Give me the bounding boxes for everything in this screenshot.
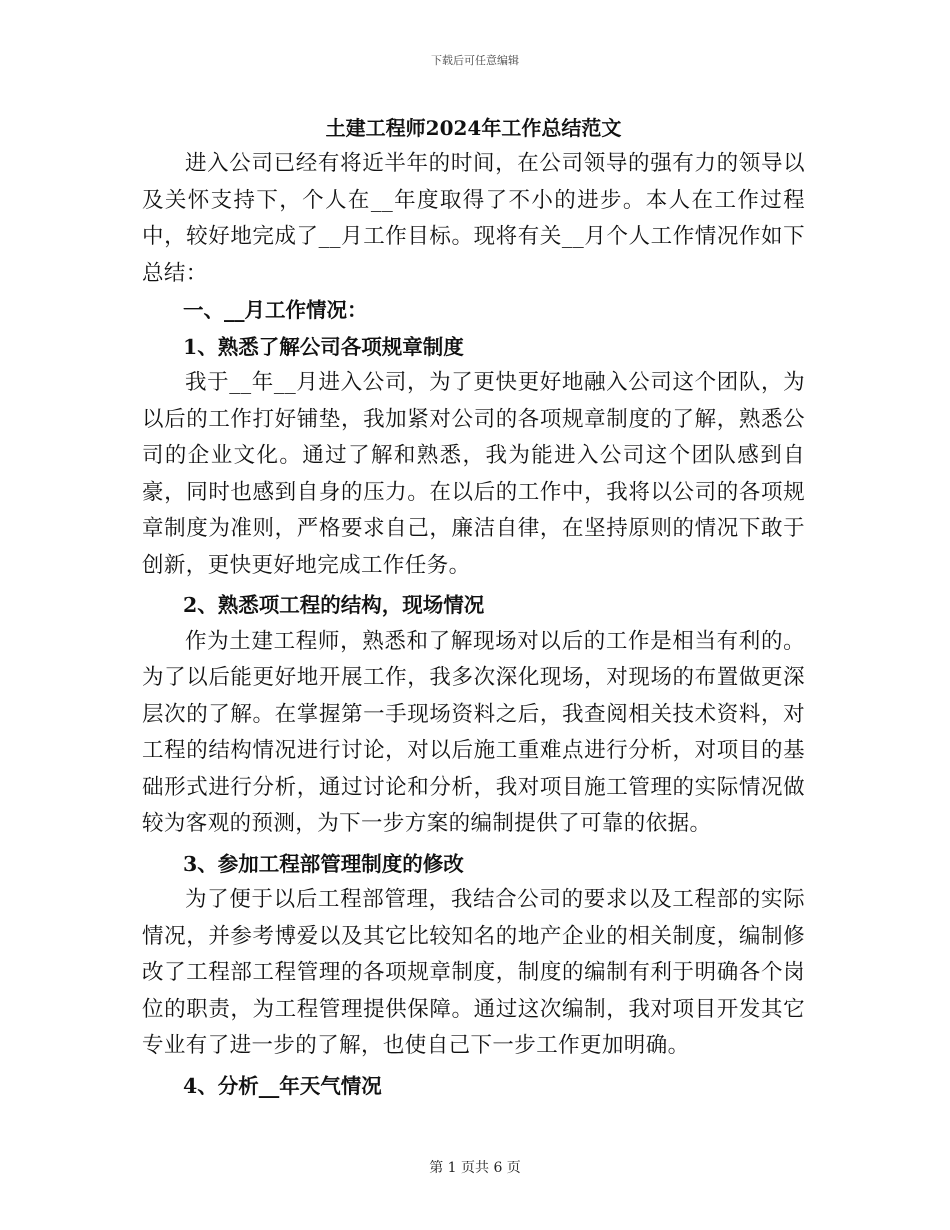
page-header-note: 下载后可任意编辑 <box>431 54 519 67</box>
item-body-2: 作为土建工程师，熟悉和了解现场对以后的工作是相当有利的。为了以后能更好地开展工作，我多次深化现场，对现场的布置做更深层次的了解。在掌握第一手现场资料之后，我查阅相关技术资料，对工程的结构情况进行讨论，对以后施工重难点进行分析，对项目的基础形式进行分析，通过讨论和分析，我对项目施工管理的实际情况做较为客观的预测，为下一步方案的编制提供了可靠的依据。 <box>142 628 805 836</box>
item-body-3: 为了便于以后工程部管理，我结合公司的要求以及工程部的实际情况，并参考博爱以及其它比较知名的地产企业的相关制度，编制修改了工程部工程管理的各项规章制度，制度的编制有利于明确各个岗位的职责，为工程管理提供保障。通过这次编制，我对项目开发其它专业有了进一步的了解，也使自己下一步工作更加明确。 <box>142 887 805 1058</box>
item-heading-4: 4、分析__年天气情况 <box>183 1073 382 1098</box>
document-body <box>142 112 805 1104</box>
item-heading-1: 1、熟悉了解公司各项规章制度 <box>183 334 464 359</box>
item-body-1: 我于__年__月进入公司，为了更快更好地融入公司这个团队，为以后的工作打好铺垫，我加紧对公司的各项规章制度的了解，熟悉公司的企业文化。通过了解和熟悉，我为能进入公司这个团队感到自豪，同时也感到自身的压力。在以后的工作中，我将以公司的各项规章制度为准则，严格要求自己，廉洁自律，在坚持原则的情况下敢于创新，更快更好地完成工作任务。 <box>142 370 805 578</box>
document-title: 土建工程师2024年工作总结范文 <box>325 116 622 140</box>
item-heading-2: 2、熟悉项工程的结构，现场情况 <box>183 593 485 617</box>
section-heading: 一、__月工作情况： <box>183 298 368 322</box>
intro-paragraph: 进入公司已经有将近半年的时间，在公司领导的强有力的领导以及关怀支持下，个人在__年度取得了不小的进步。本人在工作过程中，较好地完成了__月工作目标。现将有关__月个人工作情况作如下总结： <box>142 151 805 286</box>
item-heading-3: 3、参加工程部管理制度的修改 <box>183 851 464 876</box>
page-number: 第 1 页共 6 页 <box>429 1160 521 1176</box>
